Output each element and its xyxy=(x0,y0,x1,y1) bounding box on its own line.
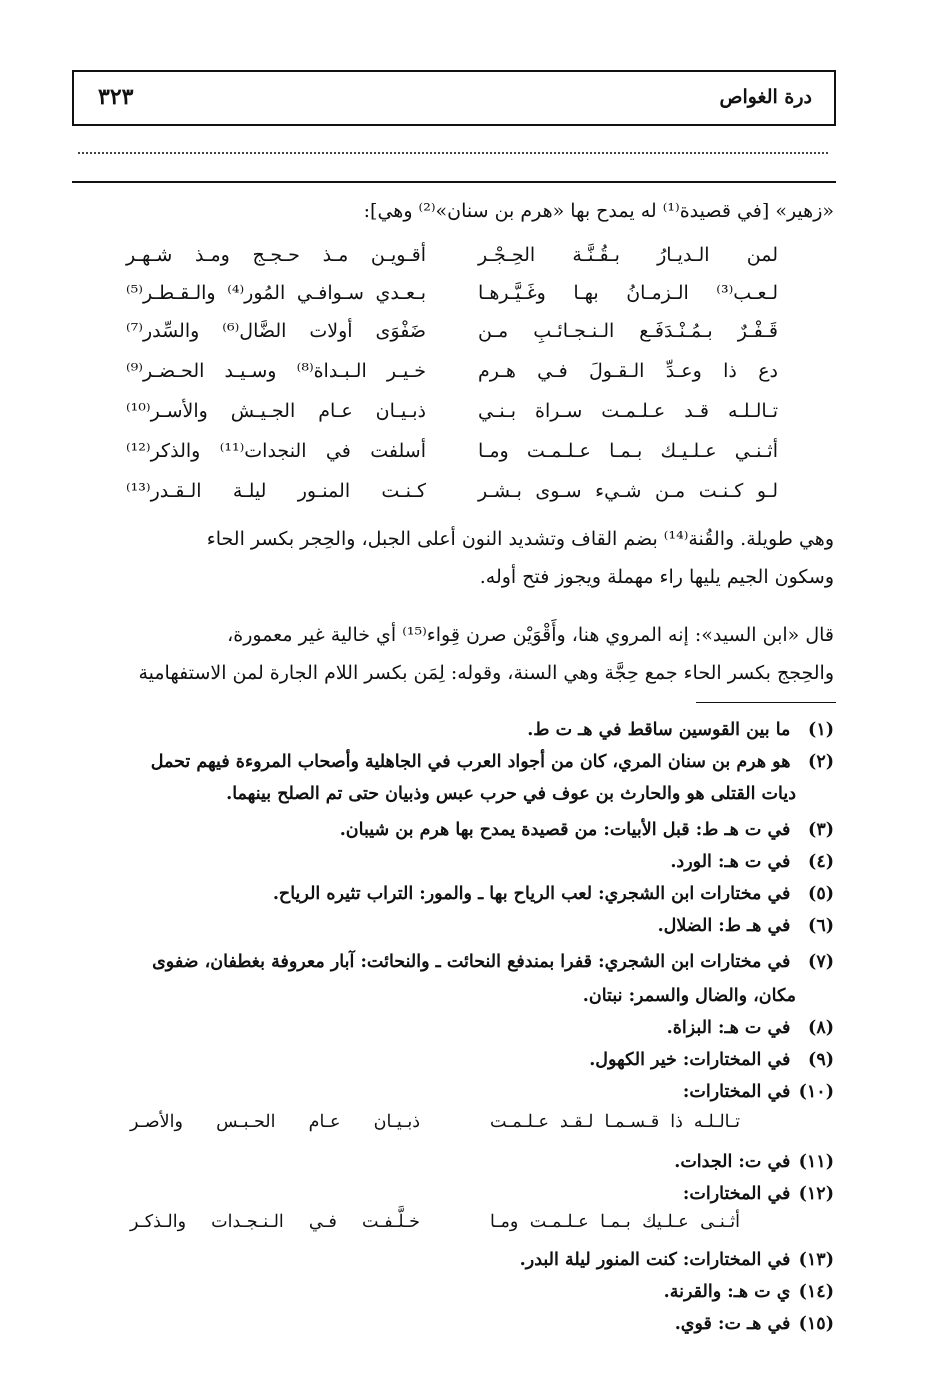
footnote xyxy=(74,1012,834,1044)
footnote-text: في مختارات ابن الشجري: لعب الرياح بها ـ والمور: التراب تثيره الرياح. xyxy=(272,884,791,904)
footnote-number: (٣) xyxy=(808,820,834,840)
footnote-number: (١٠) xyxy=(798,1082,834,1102)
footnote-continuation xyxy=(76,980,796,1012)
verse-second-hemistich: أسلفت في النجدات⁽¹¹⁾ والذكر⁽¹²⁾ xyxy=(126,440,426,462)
footnote-rule xyxy=(696,702,836,703)
body-paragraph-line: وهي طويلة. والقُنة⁽¹⁴⁾ بضم القاف وتشديد النون أعلى الجبل، والحِجر بكسر الحاء xyxy=(206,528,834,550)
footnote-text: في المختارات: xyxy=(682,1184,791,1204)
verse-first-hemistich: دع ذا وعـدِّ الـقـولَ فـي هـرم xyxy=(478,360,778,382)
footnote-text: ديات القتلى هو والحارث بن عوف في حرب عبس وذبيان حتى تم الصلح بينهما. xyxy=(226,784,796,804)
footnote-verse xyxy=(130,1212,740,1242)
verse-row xyxy=(96,360,836,398)
footnote-text: في ت هـ: البزاة. xyxy=(666,1018,791,1038)
dotted-separator xyxy=(78,152,828,154)
footnote-number: (١١) xyxy=(798,1152,834,1172)
footnote-text: في المختارات: xyxy=(682,1082,791,1102)
footnote-number: (١٥) xyxy=(798,1314,834,1334)
verse-first-hemistich: لـو كـنـت مـن شـيء سـوى بـشـر xyxy=(478,480,778,502)
footnote-text: في ت هـ: الورد. xyxy=(670,852,791,872)
footnote-text: هو هرم بن سنان المري، كان من أجواد العرب في الجاهلية وأصحاب المروءة فيهم تحمل xyxy=(150,752,791,772)
footnote xyxy=(74,910,834,942)
verse-first-hemistich: تـالـلـه ذا قـسـمـا لـقـد عـلـمـت xyxy=(490,1112,740,1132)
footnote-text: في هـ ط: الضلال. xyxy=(657,916,791,936)
verse-first-hemistich: تـالـلـه قـد عـلـمـت سـراة بـنـي xyxy=(478,400,778,422)
footnote-number: (٤) xyxy=(808,852,834,872)
verse-first-hemistich: أثـنـي عـلـيـك بـمـا عـلـمـت ومـا xyxy=(478,440,778,462)
verse-second-hemistich: أقـويـن مـذ حـجـج ومـذ شـهـر xyxy=(126,244,426,266)
footnote-number: (٦) xyxy=(808,916,834,936)
footnote-number: (٢) xyxy=(808,752,834,772)
verse-row xyxy=(96,320,836,358)
verse-row xyxy=(96,282,836,320)
footnote-text: في هـ ت: قوي. xyxy=(674,1314,791,1334)
verse-second-hemistich: بـعـدي سـوافـي المُور⁽⁴⁾ والـقـطـر⁽⁵⁾ xyxy=(126,282,426,304)
footnote-continuation xyxy=(76,778,796,810)
footnote-number: (١) xyxy=(808,720,834,740)
header-title: درة الغواص xyxy=(719,86,812,108)
verse-first-hemistich: لمن الـديـارُ بـقُـنَّـة الحِـجْـر xyxy=(478,244,778,266)
footnote-number: (١٣) xyxy=(798,1250,834,1270)
verse-first-hemistich: لـعـب⁽³⁾ الـزمـانُ بهـا وغَـيَّـرهـا xyxy=(478,282,778,304)
footnote xyxy=(74,714,834,746)
footnote xyxy=(74,1044,834,1076)
body-paragraph-line: قال «ابن السيد»: إنه المروي هنا، وأَقْوَيْن صرن قِواء⁽¹⁵⁾ أي خالية غير معمورة، xyxy=(227,624,834,646)
footnote-number: (١٤) xyxy=(798,1282,834,1302)
verse-row xyxy=(96,400,836,438)
verse-second-hemistich: خـيـر الـبـداة⁽⁸⁾ وسـيـد الحـضـر⁽⁹⁾ xyxy=(126,360,426,382)
footnote-text: في المختارات: كنت المنور ليلة البدر. xyxy=(519,1250,791,1270)
footnote-text: مكان، والضال والسمر: نبتان. xyxy=(582,986,796,1006)
footnote-number: (٩) xyxy=(808,1050,834,1070)
footnote xyxy=(74,1308,834,1340)
verse-second-hemistich: خـلَّـفـت فـي الـنـجـدات والـذكـر xyxy=(130,1212,420,1232)
footnote xyxy=(74,814,834,846)
footnote-number: (٨) xyxy=(808,1018,834,1038)
footnote xyxy=(74,1146,834,1178)
verse-first-hemistich: قَـفْـرٌ بـمُـنْـدَفَـع الـنـجـائـبِ مـن xyxy=(478,320,778,342)
footnote-number: (١٢) xyxy=(798,1184,834,1204)
footnote-number: (٧) xyxy=(808,952,834,972)
footnote-text: في ت هـ ط: قبل الأبيات: من قصيدة يمدح بها هرم بن شيبان. xyxy=(339,820,791,840)
footnote-text: في مختارات ابن الشجري: قفرا بمندفع النحائت ـ والنحائت: آبار معروفة بغطفان، ضفوى xyxy=(152,952,791,972)
body-paragraph-line: وسكون الجيم يليها راء مهملة ويجوز فتح أوله. xyxy=(479,566,834,588)
footnote-verse xyxy=(130,1112,740,1142)
footnote xyxy=(74,746,834,778)
verse-second-hemistich: ذبـيـان عـام الحـبـس والأصـر xyxy=(130,1112,420,1132)
footnote xyxy=(74,1076,834,1108)
verse-row xyxy=(96,480,836,518)
body-paragraph-line: والحِجج بكسر الحاء جمع حِجَّة وهي السنة، وقوله: لِمَن بكسر اللام الجارة لمن الاستفهامية xyxy=(138,662,834,684)
verse-first-hemistich: أثـنـى عـلـيك بـمـا عـلـمـت ومـا xyxy=(490,1212,740,1232)
footnote-text: في المختارات: خير الكهول. xyxy=(589,1050,791,1070)
footnote xyxy=(74,846,834,878)
verse-second-hemistich: ضَفْوَى أولات الضَّال⁽⁶⁾ والسِّدر⁽⁷⁾ xyxy=(126,320,426,342)
intro-line: «زهير» [في قصيدة⁽¹⁾ له يمدح بها «هرم بن سنان»⁽²⁾ وهي]: xyxy=(363,200,834,222)
verse-row xyxy=(96,440,836,478)
footnote xyxy=(74,878,834,910)
footnote xyxy=(74,1178,834,1210)
header-rule xyxy=(72,181,836,183)
verse-second-hemistich: كـنـت المنـور ليلـة الـقـدر⁽¹³⁾ xyxy=(126,480,426,502)
footnote-text: ي ت هـ: والقرنة. xyxy=(663,1282,791,1302)
footnote-number: (٥) xyxy=(808,884,834,904)
footnote-text: ما بين القوسين ساقط في هـ ت ط. xyxy=(527,720,791,740)
footnote xyxy=(74,1276,834,1308)
footnote xyxy=(74,1244,834,1276)
page-number: ٣٢٣ xyxy=(98,84,134,110)
verse-row xyxy=(96,244,836,282)
verse-second-hemistich: ذبـيـان عـام الجـيـش والأسـر⁽¹⁰⁾ xyxy=(126,400,426,422)
running-header xyxy=(72,70,836,126)
footnote-text: في ت: الجدات. xyxy=(674,1152,791,1172)
footnote xyxy=(74,946,834,978)
